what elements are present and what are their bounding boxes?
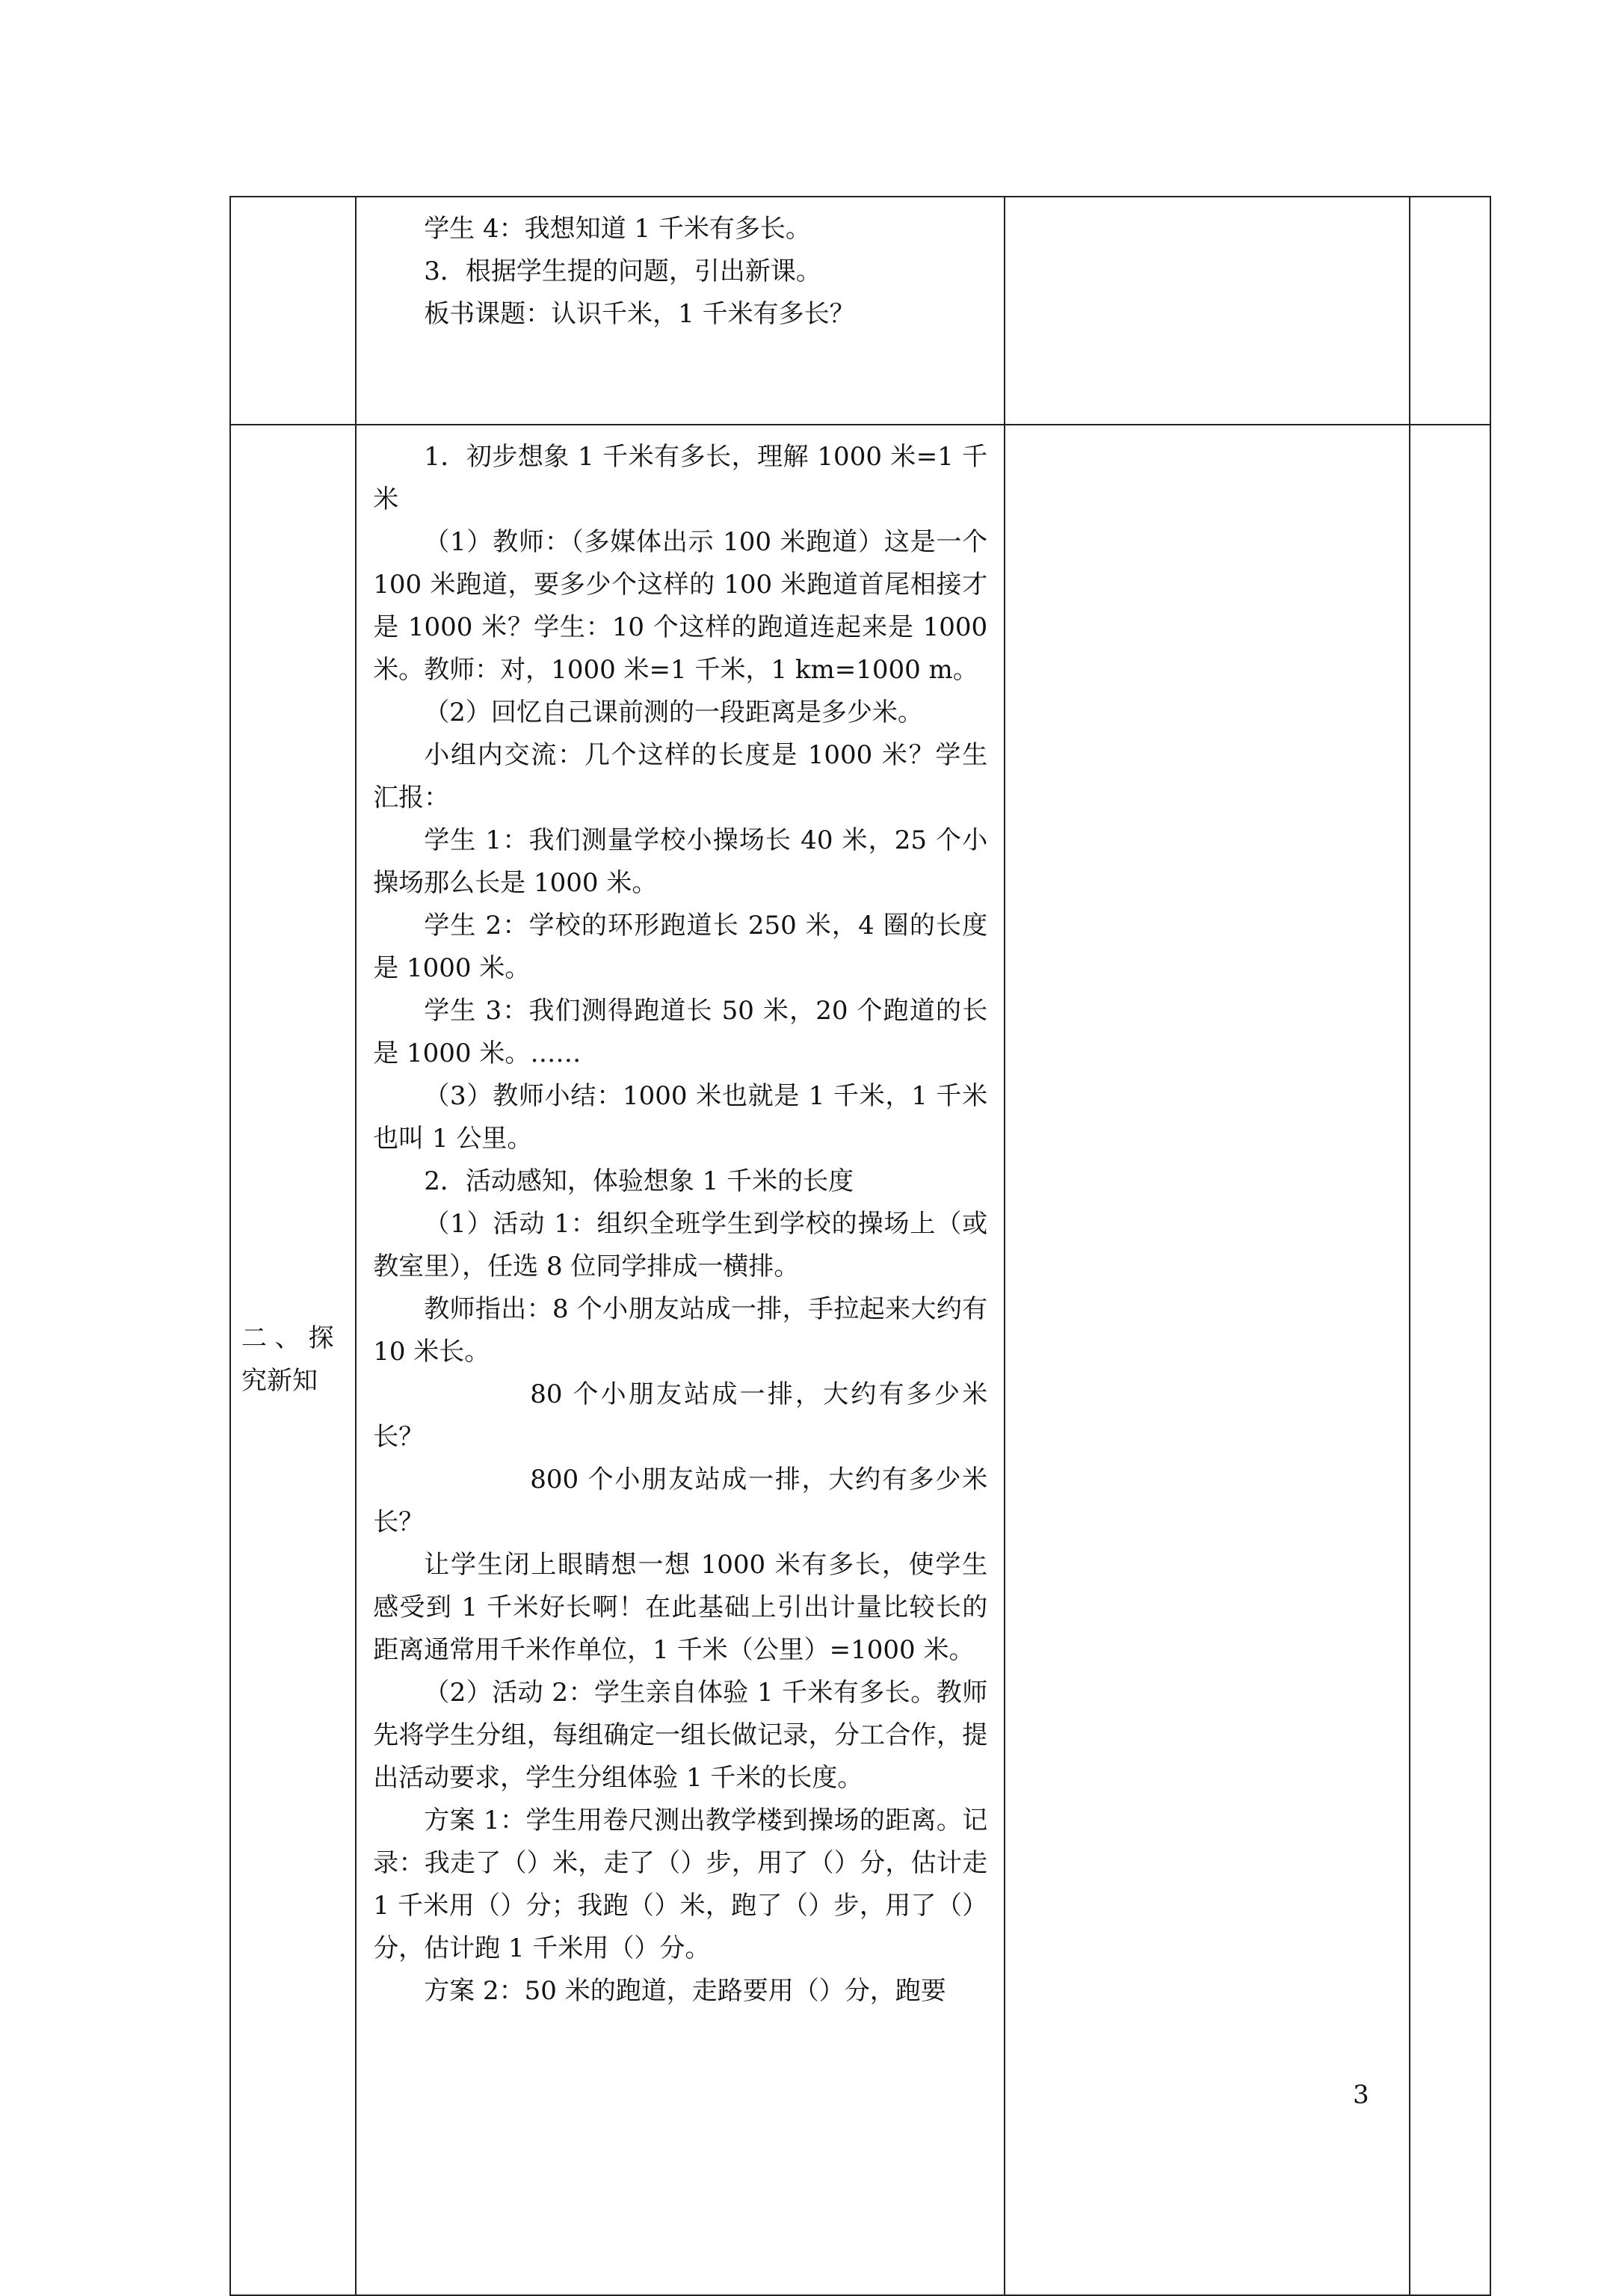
- content-line: 学生 4：我想知道 1 千米有多长。: [424, 214, 811, 244]
- content-paragraph: 让学生闭上眼睛想一想 1000 米有多长，使学生感受到 1 千米好长啊！在此基础上引出计量比较长的距离通常用千米作单位，1 千米（公里）=1000 米。: [373, 1550, 988, 1665]
- extra-cell: [1410, 197, 1490, 425]
- content-paragraph: 学生 2：学校的环形跑道长 250 米，4 圈的长度是 1000 米。: [373, 911, 988, 983]
- content-paragraph: 800 个小朋友站成一排，大约有多少米长？: [373, 1465, 988, 1537]
- content-paragraph: 学生 1：我们测量学校小操场长 40 米，25 个小操场那么长是 1000 米。: [373, 825, 988, 898]
- notes-cell: [1005, 197, 1410, 425]
- content-paragraph: 1．初步想象 1 千米有多长，理解 1000 米=1 千米: [373, 442, 988, 514]
- lesson-plan-table: [229, 196, 1491, 2296]
- content-paragraph: 方案 2：50 米的跑道，走路要用（）分，跑要: [424, 1976, 946, 2006]
- page-number: 3: [1353, 2080, 1369, 2110]
- content-paragraph: （3）教师小结：1000 米也就是 1 千米，1 千米也叫 1 公里。: [373, 1081, 988, 1154]
- stage-cell-empty: [230, 197, 356, 425]
- content-paragraph: 方案 1：学生用卷尺测出教学楼到操场的距离。记录：我走了（）米，走了（）步，用了（）分，估计走 1 千米用（）分；我跑（）米，跑了（）步，用了（）分，估计跑 1 千米用（）分。: [373, 1806, 988, 1963]
- content-cell: [356, 197, 1005, 425]
- explore-content: [357, 425, 1004, 2013]
- content-paragraph: 学生 3：我们测得跑道长 50 米，20 个跑道的长是 1000 米。……: [373, 996, 988, 1068]
- content-cell: [356, 425, 1005, 2295]
- content-line: 3．根据学生提的问题，引出新课。: [424, 256, 821, 286]
- content-paragraph: 2．活动感知，体验想象 1 千米的长度: [424, 1166, 854, 1196]
- content-paragraph: （2）活动 2：学生亲自体验 1 千米有多长。教师先将学生分组，每组确定一组长做记录，分工合作，提出活动要求，学生分组体验 1 千米的长度。: [373, 1678, 988, 1793]
- stage-label: 二 、 探究新知: [241, 1323, 334, 1396]
- content-line: 板书课题：认识千米，1 千米有多长？: [424, 299, 855, 329]
- stage-cell: [230, 425, 356, 2295]
- extra-cell: [1410, 425, 1490, 2295]
- table-row-explore: [230, 425, 1490, 2295]
- content-paragraph: （1）活动 1：组织全班学生到学校的操场上（或教室里），任选 8 位同学排成一横排。: [373, 1209, 988, 1281]
- content-paragraph: （2）回忆自己课前测的一段距离是多少米。: [424, 698, 923, 727]
- content-paragraph: 小组内交流：几个这样的长度是 1000 米？学生汇报：: [373, 740, 988, 813]
- content-paragraph: 80 个小朋友站成一排，大约有多少米长？: [373, 1379, 988, 1452]
- content-paragraph: （1）教师：（多媒体出示 100 米跑道）这是一个 100 米跑道，要多少个这样的 100 米跑道首尾相接才是 1000 米？学生：10 个这样的跑道连起来是 1000 米。教师：对，1000 米=1 千米，1 km=1000 m。: [373, 527, 988, 685]
- notes-cell: [1005, 425, 1410, 2295]
- content-paragraph: 教师指出：8 个小朋友站成一排，手拉起来大约有 10 米长。: [373, 1294, 988, 1367]
- table-row-intro: [230, 197, 1490, 425]
